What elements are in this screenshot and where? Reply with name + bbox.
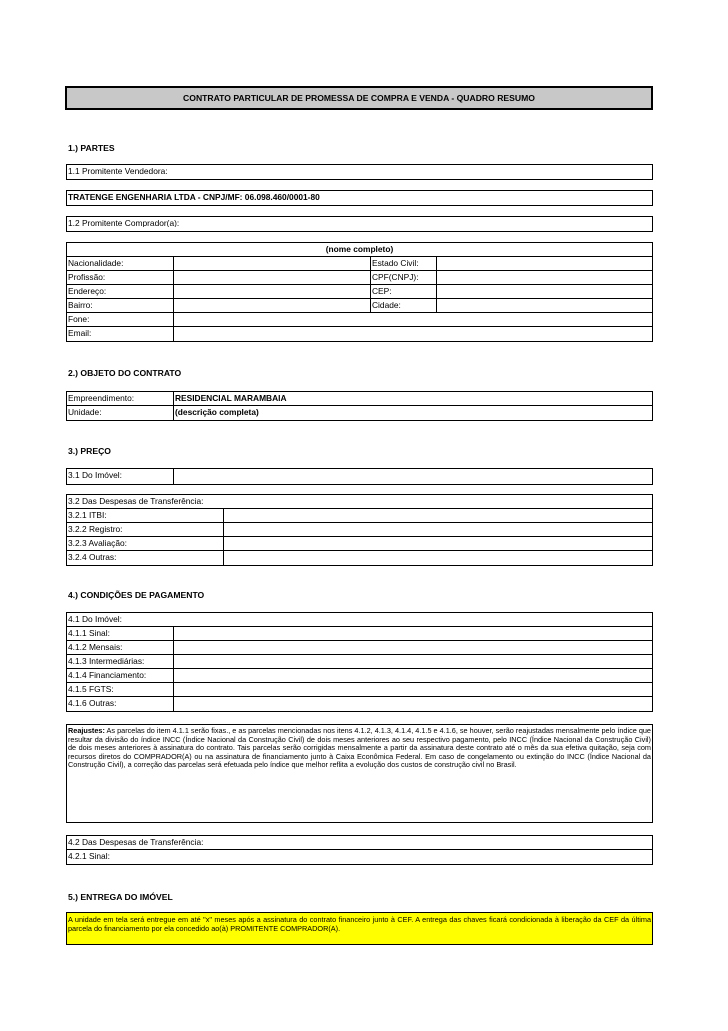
name-hint: (nome completo) [325,244,394,254]
itbi-field[interactable] [224,509,652,522]
email-label: Email: [67,327,174,341]
registro-field[interactable] [224,523,652,536]
avaliacao-label: 3.2.3 Avaliação: [67,537,224,550]
fone-label: Fone: [67,313,174,326]
fone-field[interactable] [174,313,652,326]
cpf-label: CPF(CNPJ): [371,271,437,284]
email-field[interactable] [174,327,652,341]
object-table [66,391,653,421]
buyer-label: 1.2 Promitente Comprador(a): [68,218,180,228]
bairro-field[interactable] [174,299,371,312]
payment-transfer-table [66,835,653,865]
seller-value: TRATENGE ENGENHARIA LTDA - CNPJ/MF: 06.098.460/0001-80 [68,192,320,202]
seller-label-box [66,164,653,180]
preco-imovel-field[interactable] [174,469,652,484]
payment-table [66,612,653,712]
unidade-value: (descrição completa) [175,407,259,417]
section-3-heading: 3.) PREÇO [68,446,111,456]
pag-sinal2-label: 4.2.1 Sinal: [68,851,110,861]
fgts-label: 4.1.5 FGTS: [67,683,174,696]
price-table [66,468,653,485]
seller-value-box [66,190,653,206]
cidade-field[interactable] [437,299,652,312]
pag-imovel-label: 4.1 Do Imóvel: [68,614,122,624]
estado-civil-field[interactable] [437,257,652,270]
pag-outras-label: 4.1.6 Outras: [67,697,174,711]
reajustes-label: Reajustes: [68,726,105,735]
empreendimento-label: Empreendimento: [67,392,174,405]
despesas-label: 3.2 Das Despesas de Transferência: [68,496,204,506]
outras-label: 3.2.4 Outras: [67,551,224,565]
bairro-label: Bairro: [67,299,174,312]
profissao-label: Profissão: [67,271,174,284]
sinal-field[interactable] [174,627,652,640]
document-title: CONTRATO PARTICULAR DE PROMESSA DE COMPRA E VENDA - QUADRO RESUMO [65,86,653,110]
cidade-label: Cidade: [371,299,437,312]
nacionalidade-label: Nacionalidade: [67,257,174,270]
mensais-field[interactable] [174,641,652,654]
intermediarias-field[interactable] [174,655,652,668]
pag-despesas-label: 4.2 Das Despesas de Transferência: [68,837,204,847]
reajustes-text: As parcelas do item 4.1.1 serão fixas., e as parcelas mencionadas nos itens 4.1.2, 4.1.3, 4.1.4, 4.1.5 e 4.1.6, se houver, serão reajustadas mensalmente pelo índice que resultar da divisão do índice INCC (Índice Nacional da Construção Civil) de dois meses anteriores ao seu respectivo pagamento, pelo INCC (Índice Nacional da Construção Civil) de dois meses anteriores à assinatura do contrato. Tais parcelas serão corrigidas mensalmente a partir da assinatura deste contrato até o mês da sua efetiva quitação, seja com recursos diretos do COMPRADOR(A) ou na assinatura de financiamento junto à Caixa Econômica Federal. Em caso de congelamento ou extinção do INCC (Índice Nacional da Construção Civil), a correção das parcelas será efetuada pelo índice que melhor reflita a evolução dos custos de construção civil no Brasil. [68,726,651,770]
registro-label: 3.2.2 Registro: [67,523,224,536]
section-5-heading: 5.) ENTREGA DO IMÓVEL [68,892,173,902]
endereco-field[interactable] [174,285,371,298]
itbi-label: 3.2.1 ITBI: [67,509,224,522]
intermediarias-label: 4.1.3 Intermediárias: [67,655,174,668]
avaliacao-field[interactable] [224,537,652,550]
estado-civil-label: Estado Civil: [371,257,437,270]
mensais-label: 4.1.2 Mensais: [67,641,174,654]
profissao-field[interactable] [174,271,371,284]
reajustes-paragraph [67,725,652,772]
cep-label: CEP: [371,285,437,298]
nacionalidade-field[interactable] [174,257,371,270]
section-4-heading: 4.) CONDIÇÕES DE PAGAMENTO [68,590,205,600]
pag-outras-field[interactable] [174,697,652,711]
buyer-table [66,242,653,342]
sinal-label: 4.1.1 Sinal: [67,627,174,640]
reajustes-box [66,724,653,823]
financiamento-label: 4.1.4 Financiamento: [67,669,174,682]
cep-field[interactable] [437,285,652,298]
delivery-box [66,912,653,945]
financiamento-field[interactable] [174,669,652,682]
section-2-heading: 2.) OBJETO DO CONTRATO [68,368,182,378]
fgts-field[interactable] [174,683,652,696]
cpf-field[interactable] [437,271,652,284]
preco-imovel-label: 3.1 Do Imóvel: [67,469,174,484]
delivery-text: A unidade em tela será entregue em até "x" meses após a assinatura do contrato financeiro junto à CEF. A entrega das chaves ficará condicionada à liberação da CEF da última parcela do financiamento por ela concedido ao(à) PROMITENTE COMPRADOR(A). [68,915,651,933]
outras-field[interactable] [224,551,652,565]
buyer-label-box [66,216,653,232]
section-1-heading: 1.) PARTES [68,143,115,153]
unidade-label: Unidade: [67,406,174,420]
endereco-label: Endereço: [67,285,174,298]
seller-label: 1.1 Promitente Vendedora: [68,166,168,176]
empreendimento-value: RESIDENCIAL MARAMBAIA [175,393,287,403]
transfer-costs-table [66,494,653,566]
